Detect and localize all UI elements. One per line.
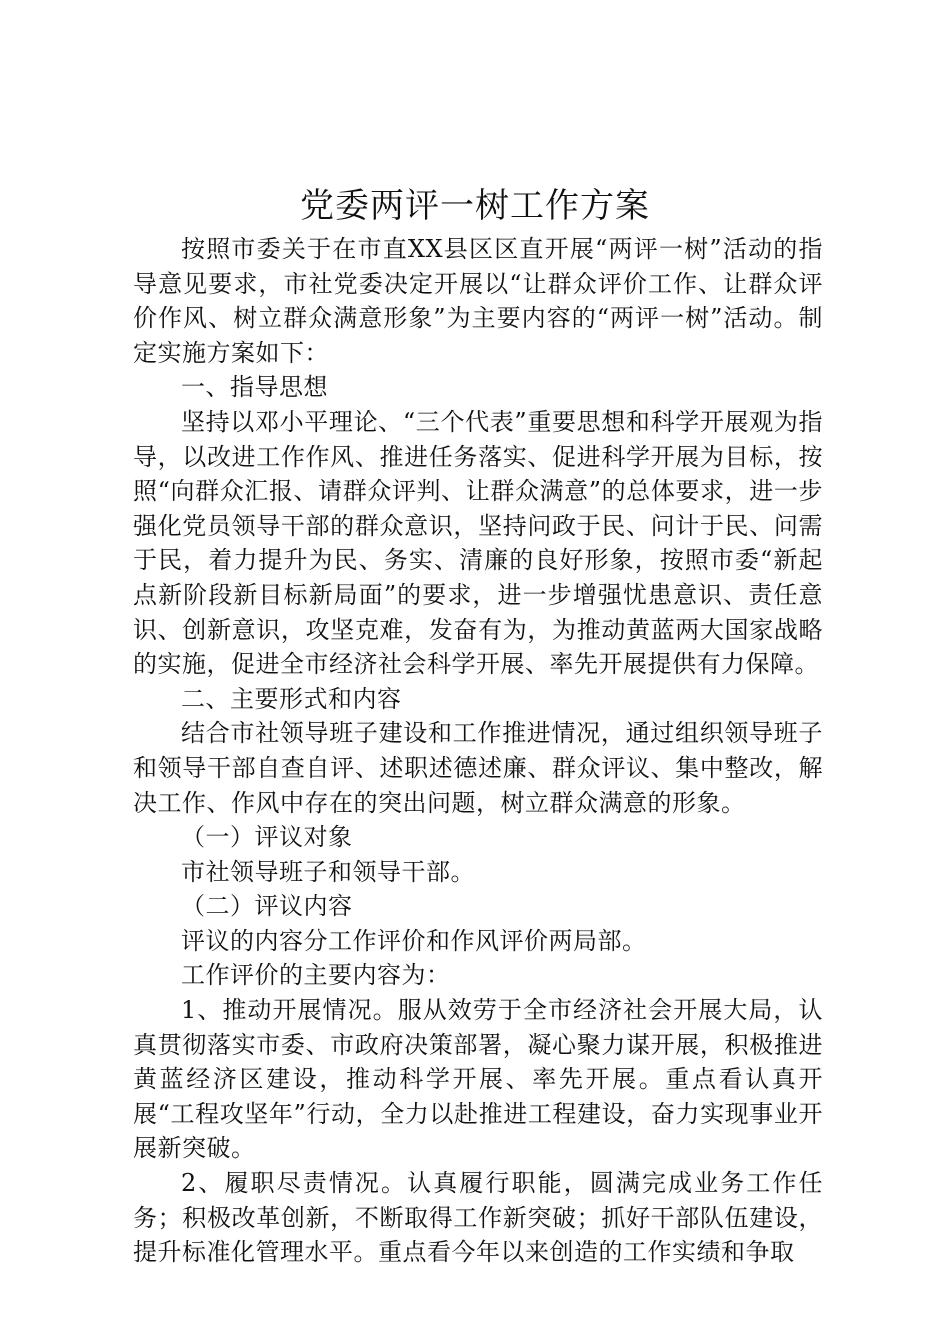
section-heading-guiding-ideology: 一、指导思想 xyxy=(181,373,328,402)
subheading-evaluation-content: （二）评议内容 xyxy=(181,892,353,921)
subheading-evaluation-targets: （一）评议对象 xyxy=(181,823,353,852)
document-title: 党委两评一树工作方案 xyxy=(300,186,650,226)
evaluation-content-paragraph: 评议的内容分工作评价和作风评价两局部。 xyxy=(181,926,647,955)
item-1-paragraph: 1、推动开展情况。服从效劳于全市经济社会开展大局，认真贯彻落实市委、市政府决策部署，凝心聚力谋开展，积极推进黄蓝经济区建设，推动科学开展、率先开展。重点看认真开展“工程攻坚年”行动，全力以赴推进工程建设，奋力实现事业开展新突破。 xyxy=(133,996,823,1163)
evaluation-targets-paragraph: 市社领导班子和领导干部。 xyxy=(181,857,475,886)
document-body xyxy=(133,232,823,1270)
intro-paragraph: 按照市委关于在市直XX县区区直开展“两评一树”活动的指导意见要求，市社党委决定开展以“让群众评价工作、让群众评价作风、树立群众满意形象”为主要内容的“两评一树”活动。制定实施方案如下： xyxy=(133,235,823,367)
forms-and-content-paragraph: 结合市社领导班子建设和工作推进情况，通过组织领导班子和领导干部自查自评、述职述德述廉、群众评议、集中整改，解决工作、作风中存在的突出问题，树立群众满意的形象。 xyxy=(133,719,823,817)
work-evaluation-intro: 工作评价的主要内容为： xyxy=(181,961,451,990)
item-2-paragraph: 2、履职尽责情况。认真履行职能，圆满完成业务工作任务；积极改革创新，不断取得工作新突破；抓好干部队伍建设，提升标准化管理水平。重点看今年以来创造的工作实绩和争取 xyxy=(133,1169,823,1267)
section-heading-forms-and-content: 二、主要形式和内容 xyxy=(181,684,402,713)
guiding-ideology-paragraph: 坚持以邓小平理论、“三个代表”重要思想和科学开展观为指导，以改进工作作风、推进任务落实、促进科学开展为目标，按照“向群众汇报、请群众评判、让群众满意”的总体要求，进一步强化党员领导干部的群众意识，坚持问政于民、问计于民、问需于民，着力提升为民、务实、清廉的良好形象，按照市委“新起点新阶段新目标新局面”的要求，进一步增强忧患意识、责任意识、创新意识，攻坚克难，发奋有为，为推动黄蓝两大国家战略的实施，促进全市经济社会科学开展、率先开展提供有力保障。 xyxy=(133,407,823,679)
